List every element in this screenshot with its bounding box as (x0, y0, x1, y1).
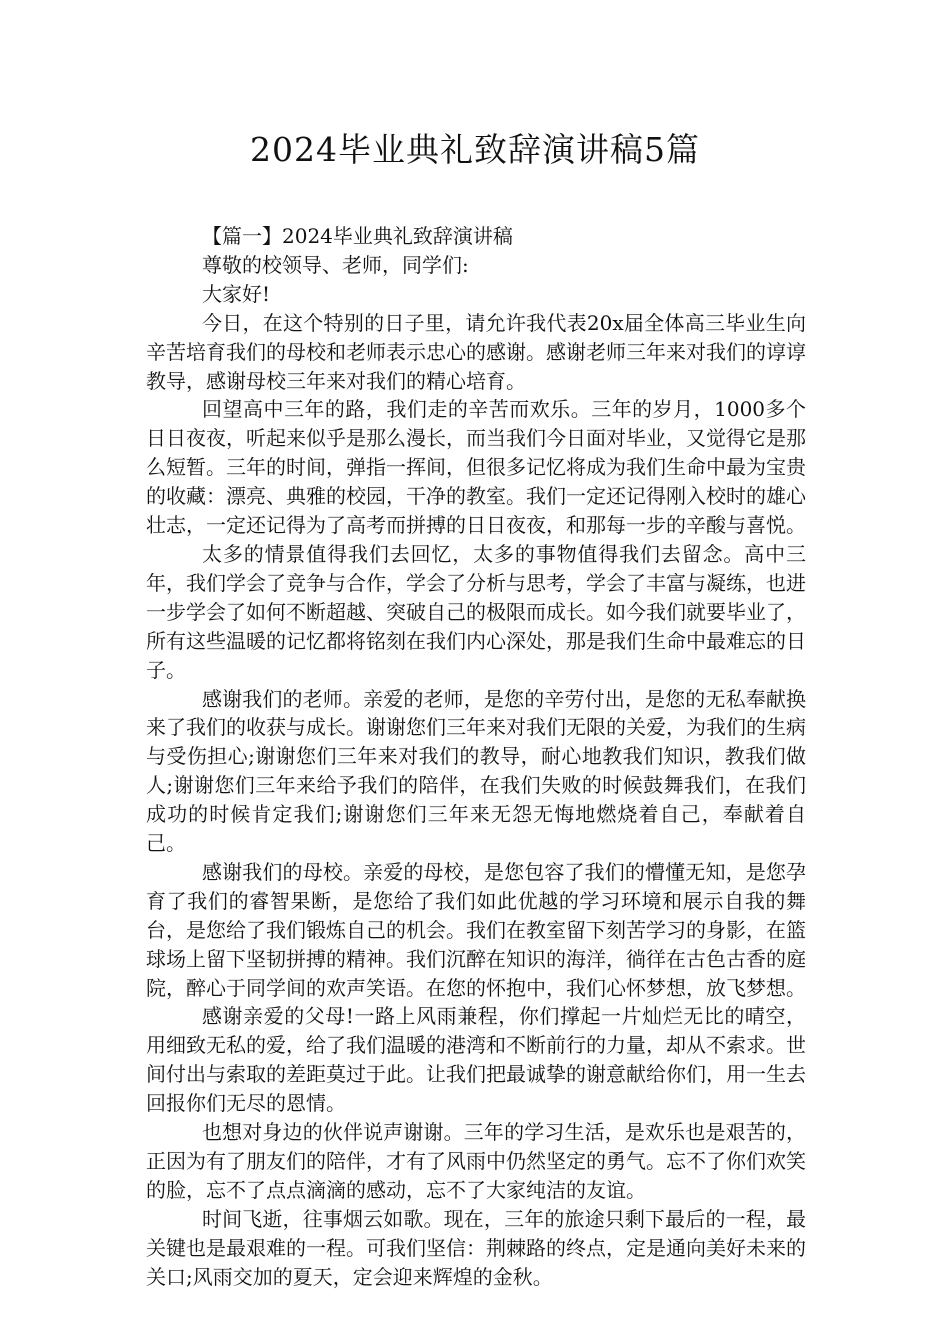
document-title: 2024毕业典礼致辞演讲稿5篇 (250, 130, 700, 169)
paragraph: 时间飞逝，往事烟云如歌。现在，三年的旅途只剩下最后的一程，最关键也是最艰难的一程。可我们坚信：荆棘路的终点，定是通向美好未来的关口;风雨交加的夏天，定会迎来辉煌的金秋。 (146, 1206, 806, 1289)
salutation: 尊敬的校领导、老师，同学们: (202, 252, 469, 277)
paragraph: 感谢我们的老师。亲爱的老师，是您的辛劳付出，是您的无私奉献换来了我们的收获与成长。谢谢您们三年来对我们无限的关爱，为我们的生病与受伤担心;谢谢您们三年来对我们的教导，耐心地教我们知识，教我们做人;谢谢您们三年来给予我们的陪伴，在我们失败的时候鼓舞我们，在我们成功的时候肯定我们;谢谢您们三年来无怨无悔地燃烧着自己，奉献着自己。 (146, 686, 806, 856)
paragraph: 感谢亲爱的父母!一路上风雨兼程，你们撑起一片灿烂无比的晴空，用细致无私的爱，给了我们温暖的港湾和不断前行的力量，却从不索求。世间付出与索取的差距莫过于此。让我们把最诚挚的谢意献给你们，用一生去回报你们无尽的恩情。 (146, 1004, 806, 1116)
paragraph: 也想对身边的伙伴说声谢谢。三年的学习生活，是欢乐也是艰苦的，正因为有了朋友们的陪伴，才有了风雨中仍然坚定的勇气。忘不了你们欢笑的脸，忘不了点点滴滴的感动，忘不了大家纯洁的友谊。 (146, 1120, 806, 1202)
document-body (146, 222, 806, 1292)
greeting: 大家好! (202, 281, 271, 306)
paragraph: 太多的情景值得我们去回忆，太多的事物值得我们去留念。高中三年，我们学会了竞争与合作，学会了分析与思考，学会了丰富与凝练，也进一步学会了如何不断超越、突破自己的极限而成长。如今我们就要毕业了，所有这些温暖的记忆都将铭刻在我们内心深处，那是我们生命中最难忘的日子。 (146, 541, 806, 682)
section-heading: 【篇一】2024毕业典礼致辞演讲稿 (202, 224, 513, 248)
paragraph: 今日，在这个特别的日子里，请允许我代表20x届全体高三毕业生向辛苦培育我们的母校和老师表示忠心的感谢。感谢老师三年来对我们的谆谆教导，感谢母校三年来对我们的精心培育。 (146, 310, 806, 393)
paragraph: 回望高中三年的路，我们走的辛苦而欢乐。三年的岁月，1000多个日日夜夜，听起来似乎是那么漫长，而当我们今日面对毕业，又觉得它是那么短暂。三年的时间，弹指一挥间，但很多记忆将成为我们生命中最为宝贵的收藏：漂亮、典雅的校园，干净的教室。我们一定还记得刚入校时的雄心壮志，一定还记得为了高考而拼搏的日日夜夜，和那每一步的辛酸与喜悦。 (146, 397, 806, 538)
paragraph: 感谢我们的母校。亲爱的母校，是您包容了我们的懵懂无知，是您孕育了我们的睿智果断，是您给了我们如此优越的学习环境和展示自我的舞台，是您给了我们锻炼自己的机会。我们在教室留下刻苦学习的身影，在篮球场上留下坚韧拼搏的精神。我们沉醉在知识的海洋，徜徉在古色古香的庭院，醉心于同学间的欢声笑语。在您的怀抱中，我们心怀梦想，放飞梦想。 (146, 859, 806, 1000)
